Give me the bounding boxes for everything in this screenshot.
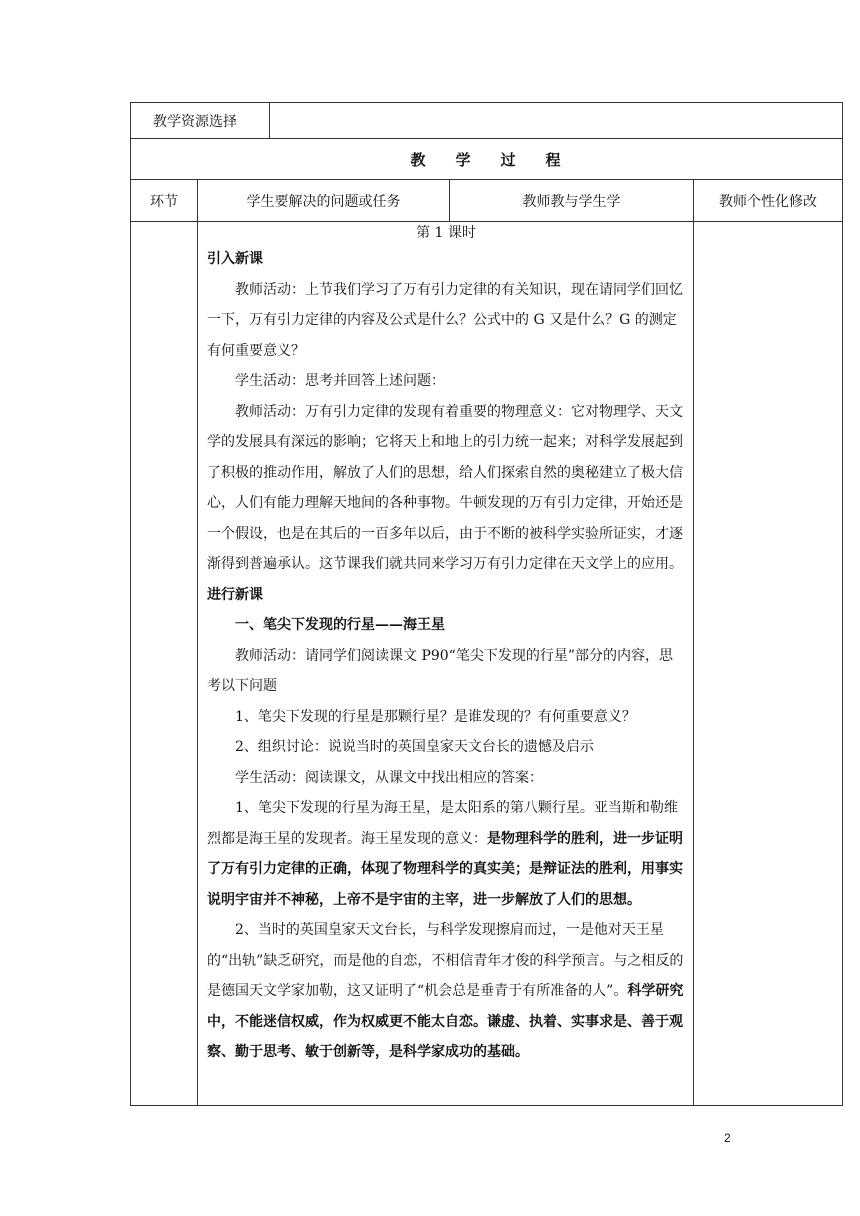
answer-2 [207, 915, 685, 1068]
personal-edit-cell [694, 222, 843, 1106]
answer-1-emphasis: 是物理科学的胜利，进一步证明了万有引力定律的正确，体现了物理科学的真实美；是辩证法的胜利，用事实说明宇宙并不神秘，上帝不是宇宙的主宰，进一步解放了人们的思想。 [207, 830, 683, 908]
paragraph-student-1: 学生活动：思考并回答上述问题： [235, 373, 445, 389]
content-row [131, 222, 843, 1106]
answer-1-text: 1、笔尖下发现的行星为海王星，是太阳系的第八颗行星。亚当斯和勒维烈都是海王星的发现者。海王星发现的意义： [207, 800, 678, 847]
paragraph-teacher-3: 教师活动：请同学们阅读课文 P90“笔尖下发现的行星”部分的内容，思考以下问题 [207, 647, 673, 694]
header-section: 环节 [131, 180, 198, 222]
question-2: 2、组织讨论：说说当时的英国皇家天文台长的遗憾及启示 [235, 739, 594, 755]
process-title: 教 学 过 程 [131, 139, 843, 180]
answer-2-text: 2、当时的英国皇家天文台长，与科学发现擦肩而过，一是他对天王星的“出轨”缺乏研究，而是他的自恋，不相信青年才俊的科学预言。与之相反的是德国天文学家加勒，这又证明了“机会总是垂青于有所准备的人”。 [207, 922, 684, 999]
resource-value [270, 103, 843, 139]
heading-new-lesson: 进行新课 [207, 586, 263, 603]
section-cell [131, 222, 198, 1106]
answer-1 [207, 793, 685, 915]
header-student-tasks: 学生要解决的问题或任务 [198, 180, 450, 222]
page-number: 2 [724, 1131, 731, 1145]
resource-label: 教学资源选择 [131, 103, 270, 139]
question-1: 1、笔尖下发现的行星是那颗行星？是谁发现的？有何重要意义？ [235, 708, 636, 725]
main-content-cell [198, 222, 694, 1106]
lesson-number: 第 1 课时 [416, 225, 476, 241]
header-row [131, 180, 843, 222]
process-title-row [131, 139, 843, 180]
header-personal-edit: 教师个性化修改 [694, 180, 843, 222]
lesson-plan-table [130, 102, 843, 1106]
subheading-neptune: 一、笔尖下发现的行星——海王星 [235, 617, 445, 633]
paragraph-teacher-2: 教师活动：万有引力定律的发现有着重要的物理意义：它对物理学、天文学的发展具有深远的影响；它将天上和地上的引力统一起来；对科学发展起到了积极的推动作用，解放了人们的思想，给人们探索自然的奥秘建立了极大信心，人们有能力理解天地间的各种事物。牛顿发现的万有引力定律，开始还是一个假设，也是在其后的一百多年以后，由于不断的被科学实验所证实，才逐渐得到普遍承认。这节课我们就共同来学习万有引力定律在天文学上的应用。 [207, 403, 683, 572]
heading-intro: 引入新课 [207, 251, 263, 267]
header-teacher-student: 教师教与学生学 [450, 180, 694, 222]
paragraph-teacher-1: 教师活动：上节我们学习了万有引力定律的有关知识，现在请同学们回忆一下，万有引力定律的内容及公式是什么？公式中的 G 又是什么？G 的测定有何重要意义？ [207, 281, 683, 359]
paragraph-student-2: 学生活动：阅读课文，从课文中找出相应的答案： [235, 769, 543, 786]
answer-2-emphasis: 科学研究中，不能迷信权威，作为权威更不能太自恋。谦虚、执着、实事求是、善于观察、勤于思考、敏于创新等，是科学家成功的基础。 [207, 983, 684, 1060]
resource-row [131, 103, 843, 139]
